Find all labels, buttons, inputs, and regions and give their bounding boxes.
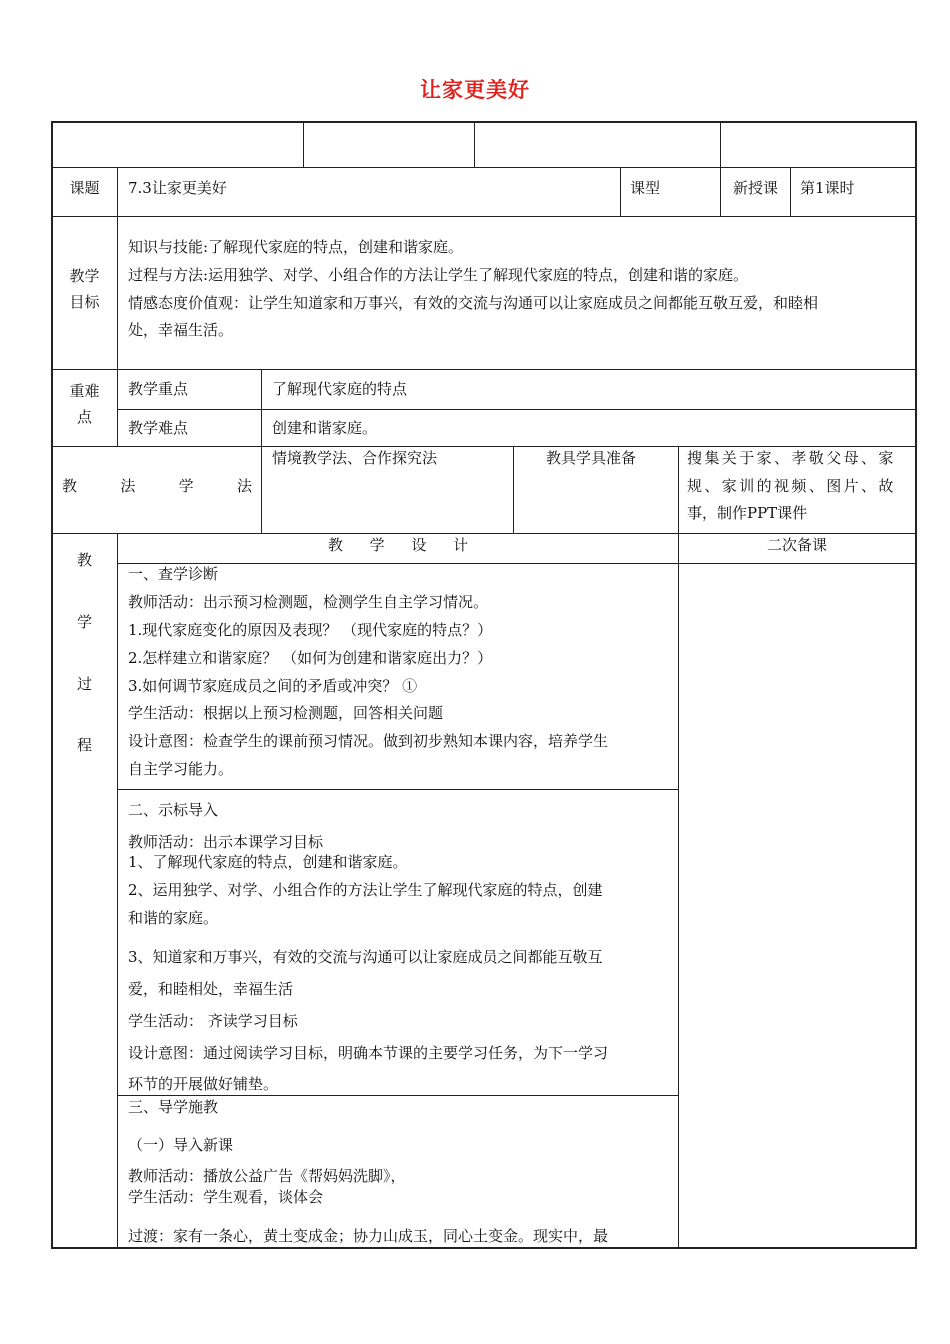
section-line: 和谐的家庭。 (128, 909, 219, 927)
section-line: 2、运用独学、对学、小组合作的方法让学生了解现代家庭的特点，创建 (128, 881, 603, 899)
section-line: 3.如何调节家庭成员之间的矛盾或冲突？ ① (128, 677, 418, 695)
section-title: 一、查学诊断 (128, 565, 219, 583)
section-line: 爱，和睦相处，幸福生活 (128, 980, 294, 998)
prep-line: 规、家训的视频、图片、故 (687, 477, 896, 495)
keypoints-label-line2: 点 (76, 408, 92, 426)
difficulty-label: 教学难点 (128, 419, 189, 437)
methods-value: 情境教学法、合作探究法 (272, 449, 438, 467)
section-line: 学生活动：学生观看，谈体会 (128, 1188, 324, 1206)
prep-line: 事，制作PPT课件 (687, 504, 808, 522)
methods-label (62, 476, 252, 496)
methods-label-char: 法 (120, 477, 136, 495)
section-line: 教师活动：出示预习检测题，检测学生自主学习情况。 (128, 593, 489, 611)
goals-label-line2: 目标 (69, 293, 100, 311)
lesson-type-label: 课型 (630, 179, 661, 197)
goal-line: 知识与技能:了解现代家庭的特点，创建和谐家庭。 (128, 238, 464, 256)
process-label-char: 程 (76, 736, 92, 754)
goals-label-line1: 教学 (69, 267, 100, 285)
section-line: 设计意图：通过阅读学习目标，明确本节课的主要学习任务，为下一学习 (128, 1044, 609, 1062)
goal-line: 情感态度价值观：让学生知道家和万事兴，有效的交流与沟通可以让家庭成员之间都能互敬互爱，和睦相 (128, 294, 819, 312)
design-header: 教 学 设 计 (327, 536, 469, 554)
section-line: 2.怎样建立和谐家庭？ （如何为创建和谐家庭出力？） (128, 649, 493, 667)
methods-label-char: 法 (236, 477, 252, 495)
process-label-char: 教 (76, 551, 92, 569)
process-label-char: 过 (76, 675, 92, 693)
section-title: 三、导学施教 (128, 1098, 219, 1116)
difficulty-value: 创建和谐家庭。 (272, 419, 378, 437)
methods-label-char: 学 (178, 477, 194, 495)
section-line: 过渡：家有一条心，黄土变成金；协力山成玉，同心土变金。现实中，最 (128, 1227, 609, 1245)
section-line: 1、了解现代家庭的特点，创建和谐家庭。 (128, 853, 408, 871)
focus-label: 教学重点 (128, 380, 189, 398)
section-line: 学生活动： 齐读学习目标 (128, 1012, 298, 1030)
keypoints-label-line1: 重难 (69, 382, 100, 400)
prep-line: 搜集关于家、孝敬父母、家 (687, 449, 896, 467)
lesson-period: 第1课时 (800, 179, 855, 197)
section-line: 环节的开展做好铺垫。 (128, 1075, 279, 1093)
section-line: 3、知道家和万事兴，有效的交流与沟通可以让家庭成员之间都能互敬互 (128, 948, 603, 966)
secondary-prep-header: 二次备课 (766, 536, 827, 554)
lesson-type-value: 新授课 (732, 179, 778, 197)
prep-label: 教具学具准备 (546, 449, 637, 467)
section-line: 设计意图：检查学生的课前预习情况。做到初步熟知本课内容，培养学生 (128, 732, 609, 750)
goal-line: 过程与方法:运用独学、对学、小组合作的方法让学生了解现代家庭的特点，创建和谐的家庭。 (128, 266, 749, 284)
process-label-char: 学 (76, 613, 92, 631)
topic-label: 课题 (69, 179, 100, 197)
topic-value: 7.3让家更美好 (128, 179, 227, 197)
methods-label-char: 教 (62, 477, 78, 495)
document-title: 让家更美好 (420, 77, 530, 102)
section-title: 二、示标导入 (128, 801, 219, 819)
focus-value: 了解现代家庭的特点 (272, 380, 408, 398)
section-line: 1.现代家庭变化的原因及表现？ （现代家庭的特点？） (128, 621, 493, 639)
section-line: 教师活动：出示本课学习目标 (128, 833, 324, 851)
section-line: 学生活动：根据以上预习检测题，回答相关问题 (128, 704, 444, 722)
section-line: 自主学习能力。 (128, 760, 234, 778)
section-line: 教师活动：播放公益广告《帮妈妈洗脚》， (128, 1167, 406, 1185)
section-subtitle: （一）导入新课 (128, 1136, 234, 1154)
goal-line: 处，幸福生活。 (128, 321, 234, 339)
